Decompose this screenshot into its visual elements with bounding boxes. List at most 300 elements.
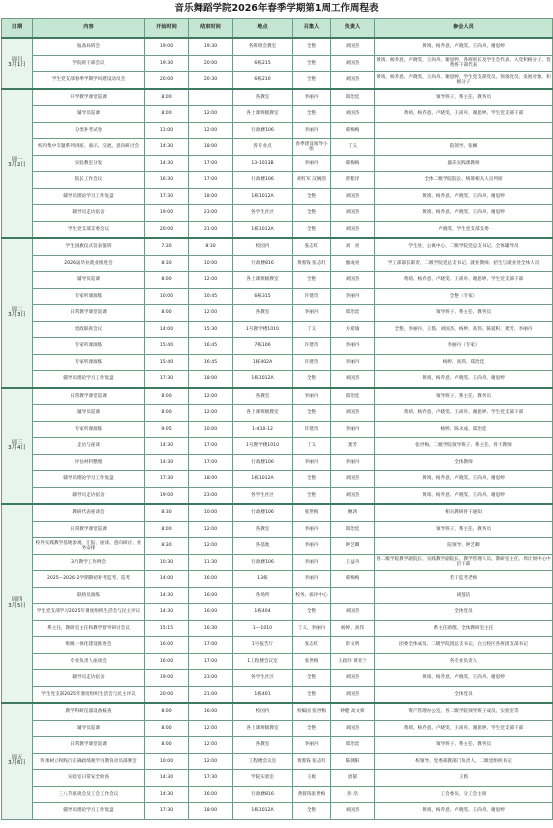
row-place: 1栋401	[233, 686, 293, 703]
row-convener: 全艳	[293, 72, 331, 89]
row-owner: 刘国杰	[331, 604, 375, 621]
row-place: 1号教学楼1010	[233, 438, 293, 455]
row-start-time: 17:30	[145, 803, 189, 820]
row-end-time: 16:00	[189, 703, 233, 720]
row-owner: 刘国杰	[331, 221, 375, 238]
schedule-row	[2, 188, 553, 205]
row-content: 辅导员巡课	[33, 272, 145, 289]
row-content: 辅导员走访宿舍	[33, 205, 145, 222]
row-end-time: 10:00	[189, 504, 233, 521]
row-participants: 学工部部长职责、二级学院党总支书记、就业教师、招生与就业处全体人员	[375, 255, 553, 272]
row-start-time: 19:30	[145, 55, 189, 72]
schedule-row	[2, 538, 553, 555]
schedule-row	[2, 221, 553, 238]
row-content: 系主任、教研室主任和教学督导研讨会议	[33, 620, 145, 637]
row-participants: 黄靖、杨乔意、卢晓雯、王尚舟、谢思婷	[375, 38, 553, 55]
row-end-time: 16:00	[189, 587, 233, 604]
row-content: 专家听课演练	[33, 338, 145, 355]
schedule-row	[2, 238, 553, 255]
row-place: 13-1013B	[233, 155, 293, 172]
row-place: 行政楼106	[233, 554, 293, 571]
schedule-row	[2, 770, 553, 787]
row-convener: 黄蓉钱 张志红	[293, 255, 331, 272]
row-owner: 刘国杰	[331, 371, 375, 388]
row-participants: 校领导、党委部教部门负责人、二级党组织书记	[375, 753, 553, 770]
row-end-time: 21:00	[189, 686, 233, 703]
row-convener: 全艳	[293, 487, 331, 504]
row-participants: 黄靖、杨乔意、卢晓雯、王尚舟、谢思婷、学生党支部干部	[375, 405, 553, 422]
row-place: 各教室	[233, 521, 293, 538]
row-owner: 郑治廷	[331, 521, 375, 538]
row-end-time: 16:45	[189, 338, 233, 355]
header-place: 地点	[233, 19, 293, 39]
row-place: 各教室	[233, 737, 293, 754]
row-owner: 方希瑜	[331, 321, 375, 338]
schedule-row	[2, 255, 553, 272]
row-place: 1号教学楼1010	[233, 321, 293, 338]
row-content: 院长工作会议	[33, 172, 145, 189]
row-participants: 黄靖、杨乔意、卢晓雯、王尚舟、谢思婷、各班班长及学生会代表、入党积极分子、优秀班干部代表	[375, 55, 553, 72]
row-place: 校园内	[233, 703, 293, 720]
row-start-time: 14:30	[145, 604, 189, 621]
schedule-body	[2, 38, 553, 819]
row-end-time: 12:00	[189, 521, 233, 538]
row-start-time: 14:30	[145, 454, 189, 471]
row-place: 6栋215	[233, 55, 293, 72]
row-content: 走访与座谈	[33, 438, 145, 455]
row-content: 学生国旗仪式仪表值班	[33, 238, 145, 255]
schedule-row	[2, 354, 553, 371]
row-start-time: 15:40	[145, 338, 189, 355]
row-content: 辅导员巡课	[33, 720, 145, 737]
row-owner: 邢梅梅	[331, 571, 375, 588]
row-content: 辅导员理论学习工作复盘	[33, 471, 145, 488]
schedule-row	[2, 620, 553, 637]
row-content: 联络员演练	[33, 587, 145, 604]
row-convener: 丁义	[293, 438, 331, 455]
row-start-time: 8:00	[145, 272, 189, 289]
schedule-row	[2, 637, 553, 654]
day-label: 周一 3月2日	[2, 89, 33, 239]
row-start-time: 8:00	[145, 106, 189, 123]
row-participants: 全体二级学院院长、统筹相关人员列席	[375, 172, 553, 189]
row-participants: 院领导、张娴	[375, 139, 553, 156]
row-participants: 黄靖、杨乔意、卢晓雯、王尚舟、谢思婷	[375, 205, 553, 222]
row-owner: 李丽丹	[331, 338, 375, 355]
row-place: 各上课班级教室	[233, 720, 293, 737]
schedule-row	[2, 172, 553, 189]
row-start-time: 8:30	[145, 255, 189, 272]
row-participants: 王鸦	[375, 770, 553, 787]
schedule-row	[2, 438, 553, 455]
row-place: 1栋1012A	[233, 371, 293, 388]
row-convener: 全艳	[293, 604, 331, 621]
row-participants: 黄靖、杨乔意、卢晓雯、王尚舟、谢思婷、学生党支部干部	[375, 272, 553, 289]
row-place: 行政楼816	[233, 255, 293, 272]
row-content: 学院班干部会议	[33, 55, 145, 72]
row-participants: 黄靖、杨乔意、卢晓雯、王尚舟、谢思婷	[375, 371, 553, 388]
row-owner: 刘国杰	[331, 72, 375, 89]
row-start-time: 10:00	[145, 288, 189, 305]
row-place: 1栋402A	[233, 354, 293, 371]
row-place: 6栋315	[233, 288, 293, 305]
row-owner: 郑治廷	[331, 737, 375, 754]
row-place: 各学生社区	[233, 487, 293, 504]
row-owner: 刘国杰	[331, 188, 375, 205]
row-convener: 全艳	[293, 371, 331, 388]
row-end-time: 10:00	[189, 421, 233, 438]
row-participants: 全艳、李丽丹、王悠、刘国杰、杨婷、高伟、陈爱积、龚芳、李丽丹	[375, 321, 553, 338]
row-owner: 彭文明	[331, 637, 375, 654]
row-content: 开学教学课堂巡课	[33, 89, 145, 106]
row-place: 各上课班级教室	[233, 106, 293, 123]
row-end-time: 17:00	[189, 172, 233, 189]
row-owner: 刘国杰	[331, 670, 375, 687]
row-end-time: 18:00	[189, 471, 233, 488]
row-end-time: 12:00	[189, 753, 233, 770]
row-start-time: 14:30	[145, 139, 189, 156]
row-place: 各基地	[233, 538, 293, 555]
row-end-time: 17:00	[189, 653, 233, 670]
row-place: 行政楼106	[233, 172, 293, 189]
row-end-time: 16:00	[189, 571, 233, 588]
row-convener: 全艳	[293, 106, 331, 123]
row-content: 辅导员理论学习工作复盘	[33, 188, 145, 205]
row-end-time: 17:00	[189, 454, 233, 471]
row-content: 3月教学工作例会	[33, 554, 145, 571]
row-content: 2026届毕业就业推进会	[33, 255, 145, 272]
row-place: 1栋1012A	[233, 803, 293, 820]
schedule-row	[2, 737, 553, 754]
row-owner: 王益舟	[331, 554, 375, 571]
row-owner	[331, 587, 375, 604]
row-place: 行政楼106	[233, 454, 293, 471]
row-start-time: 17:30	[145, 471, 189, 488]
row-start-time: 19:00	[145, 670, 189, 687]
schedule-row	[2, 122, 553, 139]
row-place: 1-410-12	[233, 421, 293, 438]
row-end-time: 17:30	[189, 770, 233, 787]
row-owner: 王政玲 黄亚兰	[331, 653, 375, 670]
row-content: 学生党支部支委会议	[33, 221, 145, 238]
row-owner: 鲍鸿	[331, 504, 375, 521]
row-end-time	[189, 89, 233, 106]
row-convener: 李丽丹	[293, 554, 331, 571]
row-end-time: 12:00	[189, 106, 233, 123]
row-end-time: 16:00	[189, 786, 233, 803]
row-owner: 刘国杰	[331, 205, 375, 222]
row-place: 各场所	[233, 587, 293, 604]
row-start-time: 15:15	[145, 620, 189, 637]
schedule-row	[2, 670, 553, 687]
row-convener: 丁义	[293, 321, 331, 338]
row-participants: 若干监考老师	[375, 571, 553, 588]
row-owner: 刘国杰	[331, 720, 375, 737]
row-content: 辅导员理论学习工作复盘	[33, 371, 145, 388]
day-label: 周日 3月1日	[2, 38, 33, 89]
row-start-time: 14:30	[145, 770, 189, 787]
schedule-row	[2, 371, 553, 388]
schedule-row	[2, 305, 553, 322]
row-convener: 李丽丹	[293, 737, 331, 754]
schedule-row	[2, 89, 553, 106]
row-participants: 器乐实践课教师	[375, 155, 553, 172]
row-place: 7栋106	[233, 338, 293, 355]
row-convener: 全艳	[293, 670, 331, 687]
row-place: 各学生社区	[233, 205, 293, 222]
row-participants: 黄靖、杨乔意、卢晓雯、王尚舟、谢思婷、学生党支部党员、预备党员、发展对象、积极分子	[375, 72, 553, 89]
schedule-row	[2, 421, 553, 438]
row-start-time: 20:00	[145, 221, 189, 238]
row-start-time: 14:30	[145, 786, 189, 803]
row-end-time: 12:00	[189, 737, 233, 754]
row-end-time: 12:00	[189, 272, 233, 289]
row-participants: 系主任助理、全体教研室主任	[375, 620, 553, 637]
row-start-time: 8:00	[145, 405, 189, 422]
row-owner: 刘国杰	[331, 803, 375, 820]
row-participants: 工会委员、分工会主席	[375, 786, 553, 803]
header-row	[2, 19, 553, 39]
row-owner: 刘 亮	[331, 238, 375, 255]
row-start-time: 14:00	[145, 321, 189, 338]
row-participants: 黄靖、杨乔意、卢晓雯、王尚舟、谢思婷、学生党支部干部	[375, 106, 553, 123]
row-convener: 李丽丹	[293, 571, 331, 588]
schedule-row	[2, 155, 553, 172]
row-participants: 全体教师	[375, 454, 553, 471]
row-content: 学生党支部2025年暑度组织生活会与民主评议	[33, 686, 145, 703]
row-convener: 全艳	[293, 803, 331, 820]
row-participants: 卢晓雯、学生党支部支委	[375, 221, 553, 238]
row-start-time: 8:00	[145, 521, 189, 538]
row-content: 实验室日常安全检查	[33, 770, 145, 787]
row-convener: 全艳	[293, 38, 331, 55]
row-owner: 刘国杰	[331, 106, 375, 123]
schedule-row	[2, 38, 553, 55]
row-convener: 校编国 张世梅	[293, 703, 331, 720]
row-end-time: 12:00	[189, 305, 233, 322]
row-content: 日常教学课堂巡课	[33, 737, 145, 754]
row-end-time: 18:00	[189, 803, 233, 820]
row-content: 日常教学课堂巡课	[33, 388, 145, 405]
row-owner: 邢梅梅	[331, 155, 375, 172]
row-end-time: 12:00	[189, 122, 233, 139]
row-start-time: 16:00	[145, 653, 189, 670]
row-content: 实验教室分发	[33, 155, 145, 172]
row-participants: 相关教研骨干通知	[375, 504, 553, 521]
row-owner: 刘国杰	[331, 487, 375, 504]
row-end-time: 17:00	[189, 438, 233, 455]
row-start-time: 14:30	[145, 438, 189, 455]
row-end-time: 23:00	[189, 205, 233, 222]
row-owner: 刘国杰	[331, 272, 375, 289]
header-convener: 召集人	[293, 19, 331, 39]
header-participants: 参会人员	[375, 19, 553, 39]
row-end-time: 16:00	[189, 604, 233, 621]
schedule-row	[2, 571, 553, 588]
row-content: 教研代表座谈会	[33, 504, 145, 521]
row-participants: 领导班子、系主任、教务员	[375, 737, 553, 754]
row-place: 行政楼106	[233, 504, 293, 521]
row-content: 专家听课演练	[33, 421, 145, 438]
row-start-time: 19:00	[145, 38, 189, 55]
row-convener: 李丽丹	[293, 305, 331, 322]
row-place: 各上课班级教室	[233, 272, 293, 289]
row-convener: 全艳	[293, 188, 331, 205]
row-convener: 张世梅	[293, 504, 331, 521]
row-start-time: 11:00	[145, 122, 189, 139]
row-convener: 李丽丹	[293, 454, 331, 471]
row-participants: 胡莲洁	[375, 587, 553, 604]
row-content: 日常教学课堂巡课	[33, 305, 145, 322]
day-label: 周三 3月4日	[2, 388, 33, 505]
row-convener: 全艳	[293, 471, 331, 488]
row-convener: 丁义、李丽丹	[293, 620, 331, 637]
row-convener: 全艳	[293, 205, 331, 222]
schedule-row	[2, 686, 553, 703]
row-start-time: 19:00	[145, 205, 189, 222]
row-start-time: 15:40	[145, 354, 189, 371]
row-owner: 郑治廷	[331, 388, 375, 405]
row-content: 专业负责人座谈会	[33, 653, 145, 670]
schedule-row	[2, 388, 553, 405]
schedule-row	[2, 521, 553, 538]
row-end-time: 16:30	[189, 620, 233, 637]
header-date: 日期	[2, 19, 33, 39]
row-owner: 杨婷、高伟	[331, 620, 375, 637]
schedule-row	[2, 106, 553, 123]
row-end-time: 16:45	[189, 354, 233, 371]
row-owner: 曾紫洋	[331, 172, 375, 189]
row-participants: 杨婷、高伟、郑治廷	[375, 354, 553, 371]
header-end: 结束时间	[189, 19, 233, 39]
row-owner: 郑治廷	[331, 305, 375, 322]
row-content: 辅导员走访宿舍	[33, 670, 145, 687]
row-owner: 钟健 高文妍	[331, 703, 375, 720]
row-convener: 李丽丹	[293, 155, 331, 172]
row-start-time: 16:00	[145, 637, 189, 654]
row-participants: 全体党员	[375, 604, 553, 621]
row-convener: 校务、质评中心	[293, 587, 331, 604]
row-end-time: 10:00	[189, 255, 233, 272]
row-owner: 刘国杰	[331, 55, 375, 72]
row-owner: 刘国杰	[331, 686, 375, 703]
header-owner: 负责人	[331, 19, 375, 39]
row-start-time: 8:00	[145, 737, 189, 754]
row-convener: 张志红	[293, 637, 331, 654]
row-participants	[375, 122, 553, 139]
row-owner: 唐郁	[331, 770, 375, 787]
row-start-time: 17:30	[145, 188, 189, 205]
row-participants: 团委全体成员、二级学院团总支书记、白云校区各班团支部书记	[375, 637, 553, 654]
row-place: 1栋1012A	[233, 188, 293, 205]
row-convener: 王妮	[293, 770, 331, 787]
day-label: 周五 3月6日	[2, 703, 33, 819]
row-participants: 杨婷、陈永成、郑治廷	[375, 421, 553, 438]
row-owner: 陈测阳	[331, 753, 375, 770]
row-start-time: 17:30	[145, 371, 189, 388]
schedule-row	[2, 272, 553, 289]
row-participants: 全艳（专家）	[375, 288, 553, 305]
row-content: 党政联席会议	[33, 321, 145, 338]
row-participants: 黄靖、杨乔意、卢晓雯、王尚舟、谢思婷、学生党支部干部	[375, 720, 553, 737]
row-convener: 李丽丹	[293, 89, 331, 106]
row-start-time: 8:00	[145, 703, 189, 720]
row-place: 各上课班级教室	[233, 405, 293, 422]
row-convener: 胡红军 汉婉茵	[293, 172, 331, 189]
row-place: 6栋210	[233, 72, 293, 89]
row-participants: 领导班子、系主任、教务员	[375, 521, 553, 538]
day-label: 周二 3月3日	[2, 238, 33, 388]
row-content: 班级一体化建设推进会	[33, 637, 145, 654]
schedule-row	[2, 720, 553, 737]
row-participants: 各二级学院教学副院长、实践教学副院长、教学管理人员、教研室主任、周计划中心中层干部	[375, 554, 553, 571]
row-start-time: 20:00	[145, 72, 189, 89]
row-place: 1栋404	[233, 604, 293, 621]
row-participants: 黄靖、杨乔意、卢晓雯、王尚舟、谢思婷	[375, 670, 553, 687]
row-participants: 领导班子、系主任、教务员	[375, 388, 553, 405]
schedule-row	[2, 653, 553, 670]
schedule-row	[2, 803, 553, 820]
row-content: 专家听课演练	[33, 354, 145, 371]
row-place: 各班班会教室	[233, 38, 293, 55]
row-owner: 邢梅梅	[331, 122, 375, 139]
row-place: 各专业点	[233, 139, 293, 156]
schedule-row	[2, 338, 553, 355]
row-content: 校外实践教学基地参观、汇报、座谈、意向研讨、业务安排	[33, 538, 145, 555]
row-convener: 张志红	[293, 238, 331, 255]
schedule-row	[2, 753, 553, 770]
row-start-time: 8:30	[145, 538, 189, 555]
row-content: 学生党支部春季学期学风建设动员会	[33, 72, 145, 89]
row-convener: 全艳	[293, 55, 331, 72]
schedule-row	[2, 703, 553, 720]
row-content: 教学科研仪器设备核查	[33, 703, 145, 720]
row-start-time: 14:30	[145, 155, 189, 172]
row-content: 辅导员巡课	[33, 405, 145, 422]
row-content: 专家听课演练	[33, 288, 145, 305]
schedule-row	[2, 487, 553, 504]
schedule-row	[2, 587, 553, 604]
schedule-row	[2, 405, 553, 422]
row-participants: 各专业负责人	[375, 653, 553, 670]
schedule-table	[1, 18, 553, 820]
row-convener: 全艳	[293, 272, 331, 289]
row-convener: 黄蓉钱 张志红	[293, 753, 331, 770]
row-place: 1栋1012A	[233, 221, 293, 238]
schedule-row	[2, 55, 553, 72]
row-content: 报备局班会	[33, 38, 145, 55]
row-start-time: 8:30	[145, 504, 189, 521]
row-content: 校内集中专题系列讲座、演示、交流、意向研讨会	[33, 139, 145, 156]
row-participants: 黄靖、杨乔意、卢晓雯、王尚舟、谢思婷	[375, 803, 553, 820]
row-convener: 全艳	[293, 720, 331, 737]
schedule-row	[2, 72, 553, 89]
row-end-time: 20:30	[189, 72, 233, 89]
row-convener: 全艳	[293, 405, 331, 422]
row-place: 学院实验室	[233, 770, 293, 787]
row-participants: 黄靖、杨乔意、卢晓雯、王尚舟、谢思婷	[375, 188, 553, 205]
row-participants: 领导班子、系主任、教务员	[375, 305, 553, 322]
row-participants: 全体党员	[375, 686, 553, 703]
row-owner: 刘国杰	[331, 471, 375, 488]
row-place: 校园内	[233, 238, 293, 255]
row-start-time: 8:00	[145, 89, 189, 106]
row-owner: 李丽丹	[331, 454, 375, 471]
row-participants: 张世梅、二级学院领导班子、系主任、骨干教师	[375, 438, 553, 455]
row-convener: 李丽丹	[293, 122, 331, 139]
schedule-row	[2, 205, 553, 222]
row-end-time: 8:30	[189, 238, 233, 255]
